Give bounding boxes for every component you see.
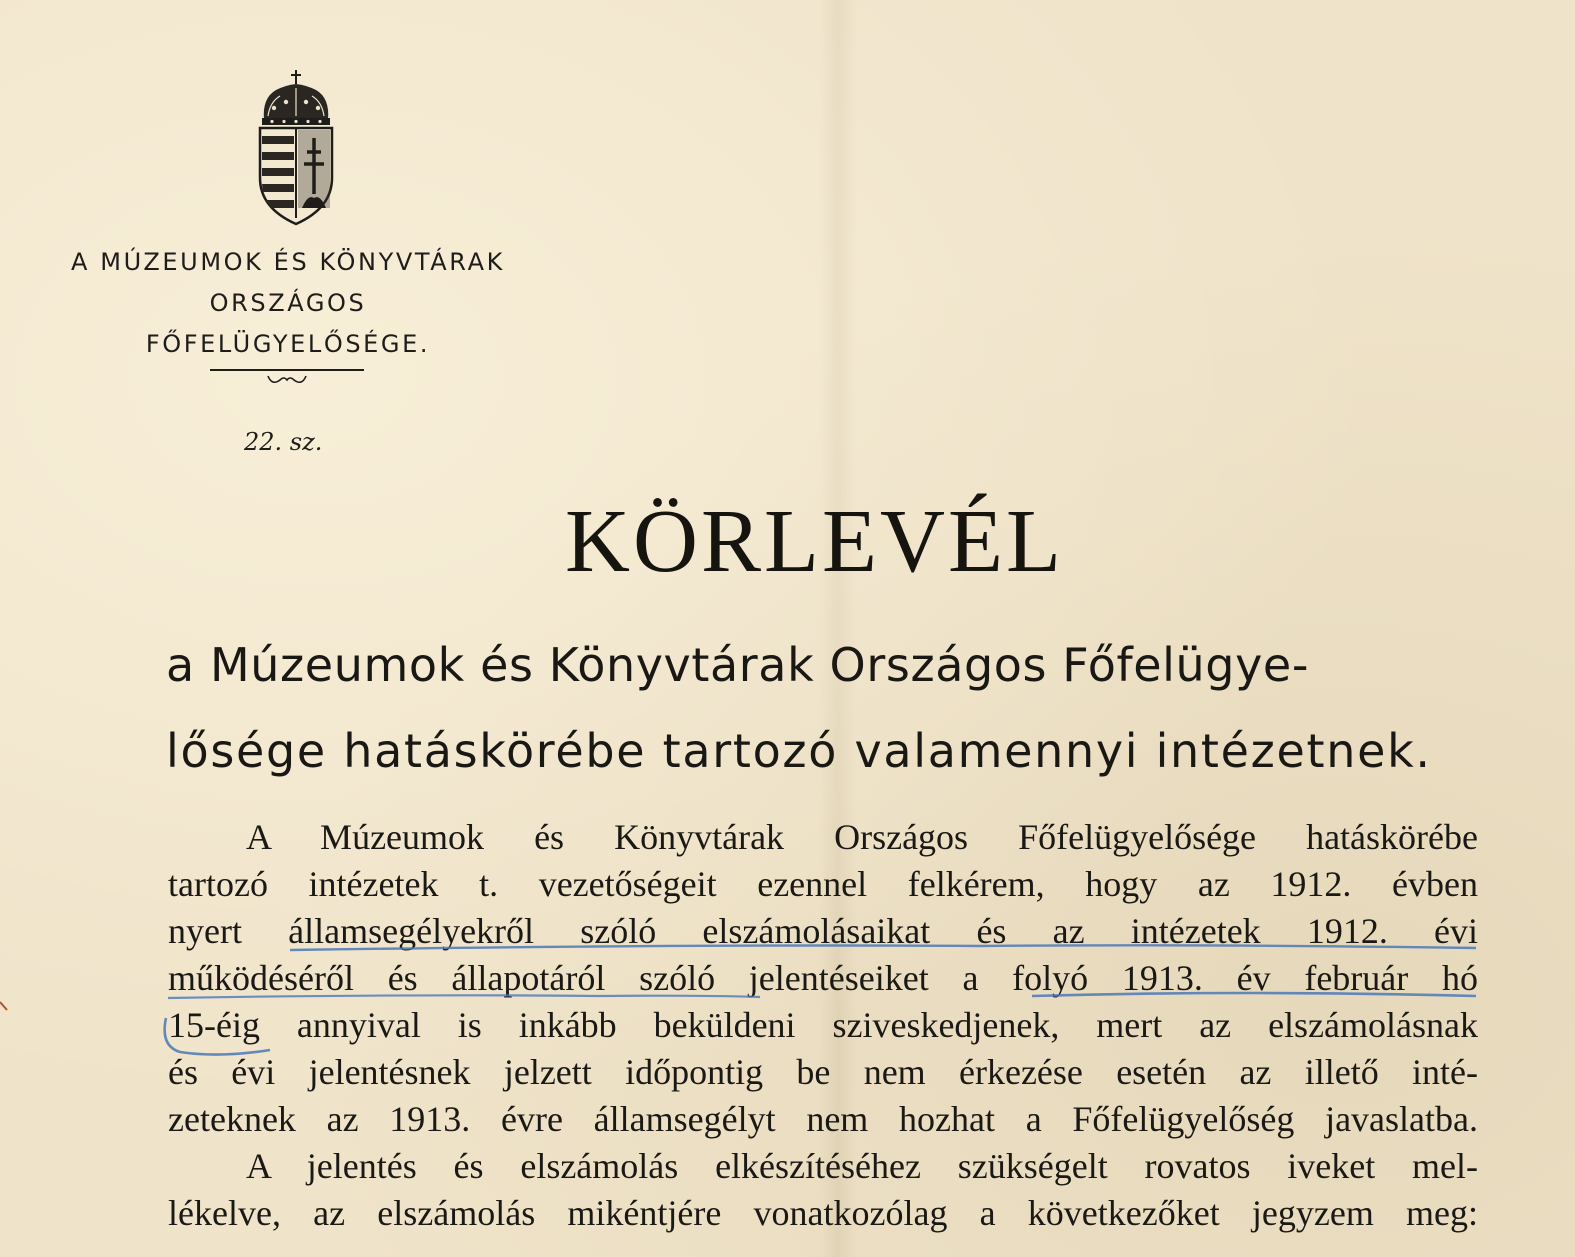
body-text xyxy=(168,814,1478,1237)
body-line: A jelentés és elszámolás elkészítéséhez szükségelt rovatos iveket mel- xyxy=(246,1146,1478,1186)
body-line: lékelve, az elszámolás mikéntjére vonatkozólag a következőket jegyzem meg: xyxy=(168,1193,1478,1233)
body-line: tartozó intézetek t. vezetőségeit ezennel felkérem, hogy az 1912. évben xyxy=(168,864,1478,904)
coat-of-arms-icon xyxy=(256,68,336,228)
authority-line-3: FŐFELÜGYELŐSÉGE. xyxy=(145,330,431,358)
authority-line-1: A MÚZEUMOK ÉS KÖNYVTÁRAK xyxy=(71,248,505,276)
divider-ornament-icon xyxy=(210,364,364,390)
addressee-line-2: lősége hatáskörébe tartozó valamennyi intézetnek. xyxy=(166,724,1432,778)
body-line: 15-éig annyival is inkább beküldeni sziveskedjenek, mert az elszámolásnak xyxy=(168,1005,1478,1045)
addressee xyxy=(166,622,1486,794)
addressee-line-1: a Múzeumok és Könyvtárak Országos Főfelügye- xyxy=(166,638,1310,692)
body-line: A Múzeumok és Könyvtárak Országos Főfelügyelősége hatáskörébe xyxy=(246,817,1478,857)
body-line: nyert államsegélyekről szóló elszámolásaikat és az intézetek 1912. évi xyxy=(168,911,1478,951)
body-line: és évi jelentésnek jelzett időpontig be nem érkezése esetén az illető inté- xyxy=(168,1052,1478,1092)
document-number: 22. sz. xyxy=(244,428,323,456)
document-title: KÖRLEVÉL xyxy=(565,492,1064,591)
authority-line-2: ORSZÁGOS xyxy=(209,289,367,317)
issuing-authority xyxy=(18,242,558,365)
margin-mark xyxy=(0,1000,8,1014)
body-line: működéséről és állapotáról szóló jelentéseiket a folyó 1913. év február hó xyxy=(168,958,1478,998)
body-line: zeteknek az 1913. évre államsegélyt nem hozhat a Főfelügyelőség javaslatba. xyxy=(168,1099,1478,1139)
